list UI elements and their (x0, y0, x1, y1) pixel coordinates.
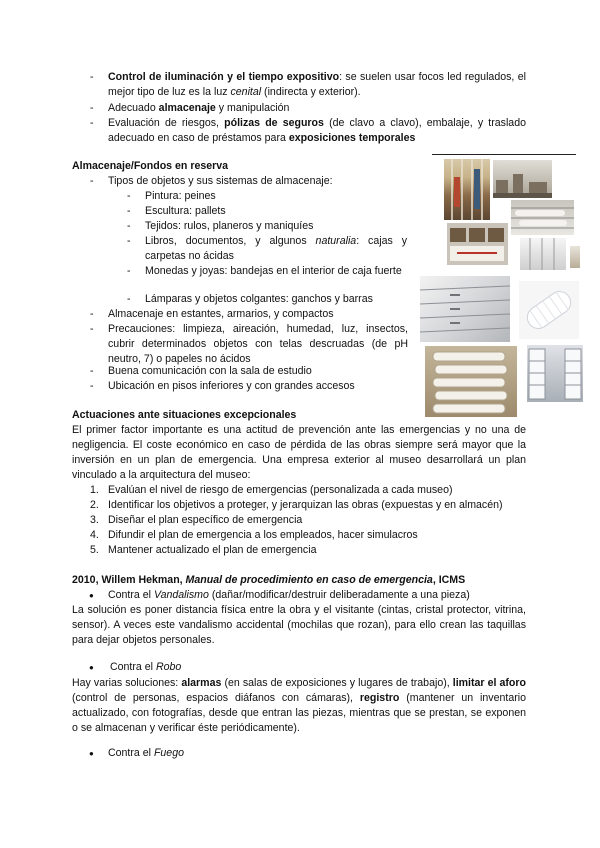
bullet-marker: ● (89, 591, 94, 600)
document-boxes-photo (447, 223, 508, 265)
storage-item-shelves: Almacenaje en estantes, armarios, y compactos (108, 308, 334, 320)
dash-marker: - (90, 117, 94, 129)
flat-file-cabinets-photo (420, 276, 510, 342)
dash-marker: - (90, 175, 94, 187)
robbery-paragraph: Hay varias soluciones: alarmas (en salas de exposiciones y lugares de trabajo), limitar el aforo (control de personas, espacios diáfanos con cámaras), registro (mantener un inventario actualizado, con fotografías, desde que entran las piezas, mientras que se prestan, se exponen o se almacenan y verificar éste periódicamente). (72, 677, 526, 734)
dash-marker: - (90, 323, 94, 335)
emergency-step: Evalúan el nivel de riesgo de emergencias (personalizada a cada museo) (108, 484, 453, 496)
storage-heading: Almacenaje/Fondos en reserva (72, 160, 229, 172)
dash-marker: - (90, 308, 94, 320)
storage-handling-bullet: Adecuado almacenaje y manipulación (108, 102, 290, 114)
sub-item-painting: Pintura: peines (145, 190, 216, 202)
risk-bullet: Evaluación de riesgos, pólizas de seguros (de clavo a clavo), embalaje, y traslado adecuado en caso de préstamos para exposiciones temporales (108, 117, 526, 144)
storage-aisle-photo (527, 345, 583, 402)
emergency-step: Diseñar el plan específico de emergencia (108, 514, 303, 526)
step-number: 1. (90, 484, 99, 496)
emergency-heading: Actuaciones ante situaciones excepcionales (72, 409, 297, 421)
step-number: 2. (90, 499, 99, 511)
textile-roll-racks-photo (425, 346, 517, 417)
textile-rolls-photo (511, 200, 574, 235)
dash-marker: - (90, 102, 94, 114)
dash-marker: - (127, 293, 131, 305)
sub-item-textiles: Tejidos: rulos, planeros y maniquíes (145, 220, 314, 232)
lighting-bullet: Control de iluminación y el tiempo expositivo: se suelen usar focos led regulados, el mejor tipo de luz es la luz cenital (indirecta y exterior). (108, 71, 526, 98)
dash-marker: - (127, 205, 131, 217)
dash-marker: - (90, 365, 94, 377)
step-number: 4. (90, 529, 99, 541)
dash-marker: - (127, 265, 131, 277)
small-shelf-photo (570, 246, 580, 268)
dash-marker: - (127, 235, 131, 247)
sub-item-sculpture: Escultura: pallets (145, 205, 226, 217)
emergency-paragraph: El primer factor importante es una actitud de prevención ante las emergencias y no una de negligencia. El coste económico en caso de pérdida de las obras siempre será mayor que la inversión en un plan de emergencia. Una empresa exterior al museo desarrollará un plan vinculado a la arquitectura del museo: (72, 424, 526, 481)
sub-item-lamps: Lámparas y objetos colgantes: ganchos y barras (145, 293, 373, 305)
manual-reference: 2010, Willem Hekman, Manual de procedimiento en caso de emergencia, ICMS (72, 574, 466, 586)
storage-item-precautions: Precauciones: limpieza, aireación, humedad, luz, insectos, cubrir determinados objetos con telas descruadas (de pH neutro, 7) o papeles no ácidos (108, 323, 408, 365)
emergency-step: Difundir el plan de emergencia a los empleados, hacer simulacros (108, 529, 418, 541)
storage-item-location: Ubicación en pisos inferiores y con grandes accesos (108, 380, 355, 392)
emergency-step: Mantener actualizado el plan de emergencia (108, 544, 317, 556)
dash-marker: - (90, 71, 94, 83)
vandalism-paragraph: La solución es poner distancia física entre la obra y el visitante (cintas, cristal protector, vitrina, sensor). A veces este vandalismo accidental (mochilas que rozan), para ello crean las taquillas para dejar objetos personales. (72, 604, 526, 646)
types-intro: Tipos de objetos y sus sistemas de almacenaje: (108, 175, 333, 187)
dash-marker: - (127, 190, 131, 202)
sculpture-pallets-photo (493, 160, 552, 198)
dash-marker: - (90, 380, 94, 392)
bullet-marker: ● (89, 663, 94, 672)
storage-item-communication: Buena comunicación con la sala de estudio (108, 365, 312, 377)
divider-line (432, 154, 576, 155)
bullet-marker: ● (89, 749, 94, 758)
step-number: 3. (90, 514, 99, 526)
robbery-label: Contra el Robo (110, 661, 182, 673)
step-number: 5. (90, 544, 99, 556)
fire-label: Contra el Fuego (108, 747, 184, 759)
painting-racks-photo (444, 159, 490, 220)
vandalism-label: Contra el Vandalismo (dañar/modificar/destruir deliberadamente a una pieza) (108, 589, 470, 601)
dash-marker: - (127, 220, 131, 232)
sub-item-books: Libros, documentos, y algunos naturalia: cajas y carpetas no ácidas (145, 235, 407, 262)
compact-shelving-photo (520, 238, 566, 270)
acid-free-paper-roll-photo (519, 281, 579, 339)
emergency-step: Identificar los objetivos a proteger, y jerarquizan las obras (expuestas y en almacén) (108, 499, 503, 511)
sub-item-coins: Monedas y joyas: bandejas en el interior de caja fuerte (145, 265, 402, 277)
